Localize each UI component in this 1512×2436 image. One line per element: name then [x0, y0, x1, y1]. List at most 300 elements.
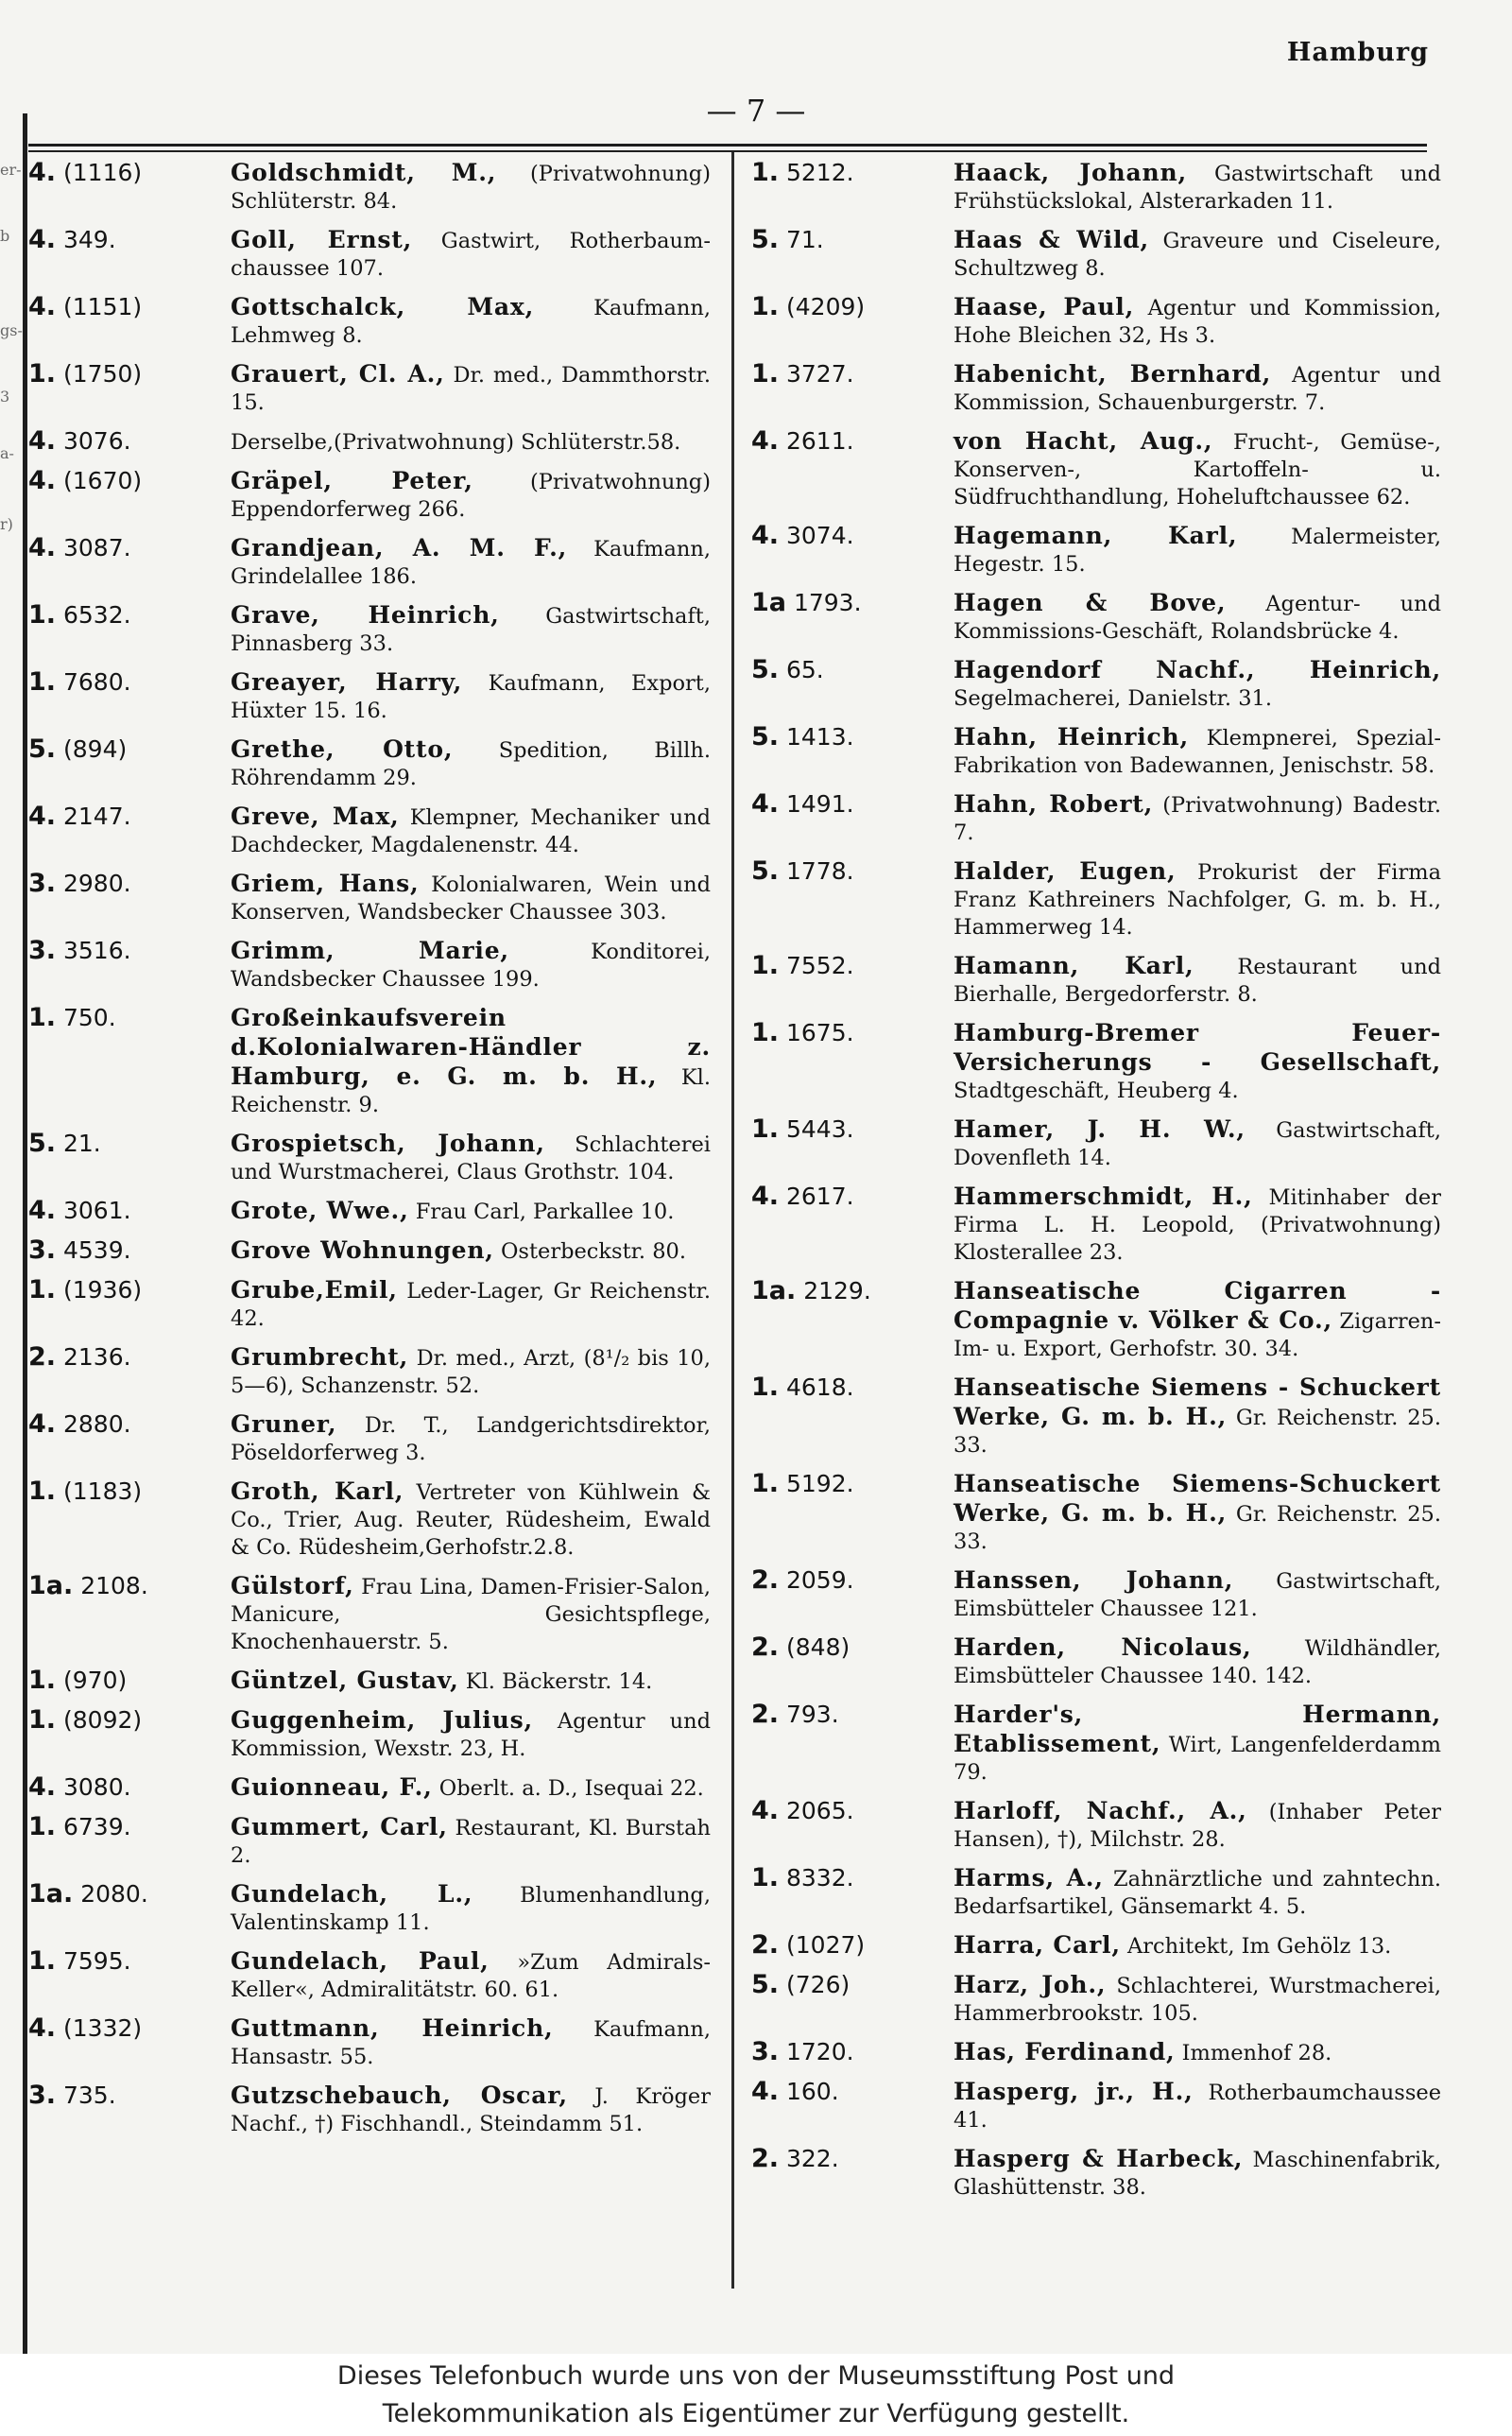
subscriber-details: (Inhaber Peter Hansen), †), Milchstr. 28. — [954, 1800, 1441, 1852]
directory-entry — [28, 1572, 711, 1656]
line-number: 6739. — [63, 1813, 131, 1840]
directory-entry — [751, 857, 1441, 942]
exchange-code: 4. — [28, 1772, 57, 1802]
line-number: (8092) — [63, 1706, 143, 1734]
subscriber-details: Stadtgeschäft, Heuberg 4. — [954, 1079, 1239, 1103]
line-number: 2880. — [63, 1410, 131, 1438]
subscriber-name: Hamburg-Bremer Feuer-Versicherungs - Gesellschaft, — [954, 1019, 1441, 1076]
subscriber-details: Gastwirtschaft, Pinnasberg 33. — [231, 604, 711, 656]
exchange-code: 4. — [28, 292, 57, 321]
phone-number — [751, 1019, 950, 1046]
phone-number — [28, 1813, 227, 1840]
directory-entry — [751, 522, 1441, 579]
line-number: 793. — [786, 1701, 839, 1728]
line-number: 735. — [63, 2082, 116, 2109]
subscriber-name: Grauert, Cl. A., — [231, 360, 445, 388]
directory-entry — [28, 1236, 711, 1266]
subscriber-details: Dr. med., Arzt, (8¹/₂ bis 10, 5—6), Schanzenstr. 52. — [231, 1346, 711, 1398]
line-number: (1183) — [63, 1477, 143, 1505]
subscriber-details: Kaufmann, Grindelallee 186. — [231, 537, 711, 589]
directory-entry — [28, 1477, 711, 1562]
line-number: (848) — [786, 1633, 850, 1661]
subscriber-name: Gruner, — [231, 1410, 337, 1438]
line-number: (1027) — [786, 1931, 866, 1959]
exchange-code: 2. — [751, 1930, 780, 1960]
directory-entry — [28, 1773, 711, 1803]
line-number: 5212. — [786, 159, 854, 186]
subscriber-name: Hagendorf Nachf., Heinrich, — [954, 656, 1441, 683]
exchange-code: 4. — [28, 225, 57, 254]
phone-number — [751, 952, 950, 979]
subscriber-details: Osterbeckstr. 80. — [500, 1239, 687, 1264]
line-number: 349. — [63, 226, 116, 253]
directory-entry — [28, 2014, 711, 2071]
subscriber-name: Grospietsch, Johann, — [231, 1130, 545, 1157]
directory-entry — [28, 1667, 711, 1696]
subscriber-details: Agentur und Kommission, Wexstr. 23, H. — [231, 1709, 711, 1761]
left-margin-rule — [23, 113, 27, 2354]
subscriber-name: Hagen & Bove, — [954, 589, 1227, 616]
line-number: 3074. — [786, 522, 854, 549]
phone-number — [28, 1477, 227, 1505]
line-number: (1116) — [63, 159, 143, 186]
footer-line-1: Dieses Telefonbuch wurde uns von der Museumsstiftung Post und — [336, 2361, 1176, 2391]
subscriber-details: Gastwirtschaft, Eimsbütteler Chaussee 121. — [954, 1569, 1441, 1621]
exchange-code: 5. — [751, 1970, 780, 1999]
subscriber-name: Griem, Hans, — [231, 870, 420, 897]
subscriber-name: Grumbrecht, — [231, 1343, 409, 1371]
exchange-code: 1. — [751, 1863, 780, 1892]
exchange-code: 4. — [751, 789, 780, 819]
subscriber-name: Harloff, Nachf., A., — [954, 1797, 1247, 1824]
phone-number — [751, 293, 950, 320]
exchange-code: 2. — [751, 1633, 780, 1662]
directory-entry — [28, 870, 711, 926]
subscriber-name: Hanseatische Siemens-Schuckert Werke, G. m. b. H., — [954, 1470, 1441, 1527]
directory-entry — [751, 2145, 1441, 2202]
exchange-code: 1. — [28, 1946, 57, 1976]
exchange-code: 1. — [28, 1705, 57, 1735]
directory-entry — [28, 159, 711, 216]
subscriber-name: Guggenheim, Julius, — [231, 1706, 533, 1734]
exchange-code: 4. — [28, 1196, 57, 1225]
subscriber-name: Grave, Heinrich, — [231, 601, 500, 629]
line-number: 2129. — [803, 1277, 871, 1304]
exchange-code: 5. — [28, 734, 57, 764]
directory-entry — [28, 1706, 711, 1763]
line-number: 6532. — [63, 601, 131, 629]
subscriber-name: Hahn, Heinrich, — [954, 723, 1190, 751]
phone-number — [28, 1410, 227, 1438]
phone-number — [28, 1236, 227, 1264]
subscriber-name: Güntzel, Gustav, — [231, 1667, 459, 1694]
exchange-code: 4. — [28, 533, 57, 562]
directory-entry — [28, 1004, 711, 1119]
subscriber-details: »Zum Admirals-Keller«, Admiralitätstr. 60. 61. — [231, 1950, 712, 2002]
directory-entry — [751, 1183, 1441, 1267]
directory-entry — [28, 1410, 711, 1467]
subscriber-name: Hanseatische Siemens - Schuckert Werke, G. m. b. H., — [954, 1373, 1441, 1430]
header-place: Hamburg — [1286, 38, 1429, 67]
phone-number — [28, 601, 227, 629]
phone-number — [28, 2082, 227, 2109]
subscriber-name: Hasperg, jr., H., — [954, 2078, 1194, 2105]
line-number: 7680. — [63, 668, 131, 696]
line-number: (894) — [63, 735, 128, 763]
directory-entry — [751, 1931, 1441, 1961]
subscriber-name: Gottschalck, Max, — [231, 293, 535, 320]
line-number: 2617. — [786, 1183, 854, 1210]
line-number: 3080. — [63, 1773, 131, 1801]
subscriber-details: Gr. Reichenstr. 25. 33. — [954, 1502, 1441, 1554]
subscriber-details: Prokurist der Firma Franz Kathreiners Nachfolger, G. m. b. H., Hammerweg 14. — [954, 860, 1441, 940]
subscriber-details: Kl. Bäckerstr. 14. — [465, 1669, 653, 1694]
exchange-code: 1. — [28, 1275, 57, 1304]
phone-number — [751, 1470, 950, 1497]
exchange-code: 4. — [751, 1182, 780, 1211]
phone-number — [28, 668, 227, 696]
subscriber-name: Gundelach, L., — [231, 1880, 473, 1908]
directory-entry — [751, 2078, 1441, 2134]
subscriber-details: Restaurant und Bierhalle, Bergedorferstr. 8. — [954, 955, 1442, 1007]
left-column — [28, 159, 711, 2149]
line-number: 2136. — [63, 1343, 131, 1371]
line-number: 3516. — [63, 937, 131, 964]
subscriber-details: Gastwirt, Rotherbaum-chaussee 107. — [231, 229, 711, 281]
line-number: 3727. — [786, 360, 854, 388]
line-number: 160. — [786, 2078, 839, 2105]
subscriber-details: Agentur und Kommission, Schauenburgerstr. 7. — [954, 363, 1441, 415]
exchange-code: 2. — [751, 1565, 780, 1595]
exchange-code: 4. — [751, 1796, 780, 1825]
left-edge-fragments — [0, 161, 23, 1106]
phone-number — [28, 870, 227, 897]
phone-number — [28, 534, 227, 561]
phone-number — [28, 937, 227, 964]
line-number: 5192. — [786, 1470, 854, 1497]
phone-number — [751, 1931, 950, 1959]
line-number: 1793. — [793, 589, 862, 616]
line-number: 2065. — [786, 1797, 854, 1824]
phone-number — [751, 522, 950, 549]
subscriber-name: Haack, Johann, — [954, 159, 1187, 186]
subscriber-name: Hanseatische Cigarren - Compagnie v. Völker & Co., — [954, 1277, 1441, 1334]
directory-entry — [28, 1276, 711, 1333]
subscriber-details: Kaufmann, Hansastr. 55. — [231, 2017, 711, 2069]
subscriber-details: (Privatwohnung) Badestr. 7. — [954, 793, 1441, 845]
directory-entry — [751, 1971, 1441, 2028]
subscriber-name: Hamer, J. H. W., — [954, 1115, 1246, 1143]
subscriber-name: Gräpel, Peter, — [231, 467, 473, 494]
right-column — [751, 159, 1441, 2212]
line-number: 65. — [786, 656, 824, 683]
phone-number — [28, 159, 227, 186]
subscriber-details: Oberlt. a. D., Isequai 22. — [438, 1776, 704, 1801]
subscriber-details: Agentur und Kommission, Hohe Bleichen 32, Hs 3. — [954, 296, 1441, 348]
directory-entry — [28, 937, 711, 993]
exchange-code: 3. — [28, 1235, 57, 1265]
subscriber-name: Hamann, Karl, — [954, 952, 1194, 979]
directory-entry — [28, 427, 711, 457]
subscriber-details: Frau Lina, Damen-Frisier-Salon, Manicure, Gesichtspflege, Knochenhauerstr. 5. — [231, 1575, 711, 1654]
directory-entry — [751, 226, 1441, 283]
subscriber-details: Graveure und Ciseleure, Schultzweg 8. — [954, 229, 1441, 281]
line-number: 7595. — [63, 1947, 131, 1975]
line-number: (1670) — [63, 467, 143, 494]
edge-fragment: r) — [0, 515, 13, 533]
phone-number — [28, 1004, 227, 1031]
line-number: 3061. — [63, 1197, 131, 1224]
phone-number — [751, 790, 950, 818]
line-number: 2147. — [63, 803, 131, 830]
directory-entry — [751, 1633, 1441, 1690]
exchange-code: 5. — [751, 722, 780, 752]
subscriber-name: Harder's, Hermann, Etablissement, — [954, 1701, 1441, 1757]
directory-entry — [28, 601, 711, 658]
exchange-code: 4. — [28, 802, 57, 831]
exchange-code: 5. — [751, 225, 780, 254]
directory-entry — [28, 1197, 711, 1226]
phone-number — [751, 1115, 950, 1143]
exchange-code: 1. — [28, 1812, 57, 1841]
subscriber-name: Goll, Ernst, — [231, 226, 413, 253]
subscriber-name: Gundelach, Paul, — [231, 1947, 490, 1975]
directory-entry — [751, 589, 1441, 646]
exchange-code: 4. — [751, 426, 780, 456]
subscriber-details: Schlachterei, Wurstmacherei, Hammerbrookstr. 105. — [954, 1974, 1442, 2026]
directory-entry — [751, 790, 1441, 847]
subscriber-details: Gr. Reichenstr. 25. 33. — [954, 1406, 1441, 1458]
subscriber-details: Architekt, Im Gehölz 13. — [1127, 1934, 1392, 1959]
phone-number — [28, 1130, 227, 1157]
phone-number — [751, 360, 950, 388]
column-divider — [731, 152, 734, 2289]
subscriber-details: Mitinhaber der Firma L. H. Leopold, (Privatwohnung) Klosterallee 23. — [954, 1185, 1441, 1265]
subscriber-name: Haase, Paul, — [954, 293, 1135, 320]
subscriber-name: Greayer, Harry, — [231, 668, 463, 696]
line-number: 2059. — [786, 1566, 854, 1594]
subscriber-details: Kl. Reichenstr. 9. — [231, 1065, 711, 1117]
directory-entry — [751, 1373, 1441, 1460]
edge-fragment: b — [0, 227, 10, 245]
directory-entry — [28, 1813, 711, 1870]
subscriber-details: Malermeister, Hegestr. 15. — [954, 525, 1442, 577]
directory-entry — [28, 467, 711, 524]
exchange-code: 1a — [751, 588, 787, 617]
directory-entry — [751, 293, 1441, 350]
subscriber-details: Kolonialwaren, Wein und Konserven, Wandsbecker Chaussee 303. — [231, 872, 711, 924]
line-number: 1491. — [786, 790, 854, 818]
phone-number — [751, 159, 950, 186]
phone-number — [28, 1667, 227, 1694]
phone-number — [751, 427, 950, 455]
line-number: 750. — [63, 1004, 116, 1031]
subscriber-details: Rotherbaumchaussee 41. — [954, 2081, 1442, 2133]
phone-number — [751, 1277, 950, 1304]
phone-number — [28, 1947, 227, 1975]
subscriber-name: Hammerschmidt, H., — [954, 1183, 1253, 1210]
exchange-code: 4. — [751, 2077, 780, 2106]
directory-entry — [751, 1019, 1441, 1105]
phone-number — [751, 2145, 950, 2172]
subscriber-details: Klempnerei, Spezial-Fabrikation von Badewannen, Jenischstr. 58. — [954, 726, 1441, 778]
phone-number — [751, 2078, 950, 2105]
subscriber-name: Greve, Max, — [231, 803, 400, 830]
subscriber-details: Wildhändler, Eimsbütteler Chaussee 140. 142. — [954, 1636, 1441, 1688]
phone-number — [28, 467, 227, 494]
phone-number — [751, 1701, 950, 1728]
subscriber-details: Leder-Lager, Gr Reichenstr. 42. — [231, 1279, 711, 1331]
line-number: (1750) — [63, 360, 143, 388]
subscriber-name: Großeinkaufsverein d.Kolonialwaren-Händler z. Hamburg, e. G. m. b. H., — [231, 1004, 711, 1090]
directory-entry — [28, 668, 711, 725]
exchange-code: 1. — [751, 158, 780, 187]
directory-entry — [28, 2082, 711, 2138]
directory-entry — [28, 226, 711, 283]
exchange-code: 4. — [28, 466, 57, 495]
subscriber-name: Guttmann, Heinrich, — [231, 2014, 554, 2042]
directory-entry — [28, 360, 711, 417]
exchange-code: 1. — [751, 1373, 780, 1402]
phone-number — [28, 1880, 227, 1908]
directory-entry — [751, 1115, 1441, 1172]
subscriber-details: Gastwirtschaft und Frühstückslokal, Alsterarkaden 11. — [954, 162, 1441, 214]
phone-number — [28, 1773, 227, 1801]
phone-number — [28, 1197, 227, 1224]
exchange-code: 1a. — [751, 1276, 797, 1305]
exchange-code: 3. — [28, 2081, 57, 2110]
subscriber-details: Maschinenfabrik, Glashüttenstr. 38. — [954, 2148, 1442, 2200]
subscriber-name: Groth, Karl, — [231, 1477, 404, 1505]
exchange-code: 1. — [28, 1666, 57, 1695]
directory-entry — [28, 735, 711, 792]
subscriber-name: Harz, Joh., — [954, 1971, 1107, 1998]
line-number: 2108. — [80, 1572, 148, 1599]
subscriber-details: Kaufmann, Export, Hüxter 15. 16. — [231, 671, 711, 723]
subscriber-details: Gastwirtschaft, Dovenfleth 14. — [954, 1118, 1441, 1170]
directory-entry — [751, 1566, 1441, 1623]
line-number: 322. — [786, 2145, 839, 2172]
exchange-code: 1. — [28, 600, 57, 630]
exchange-code: 2. — [751, 1700, 780, 1729]
exchange-code: 3. — [751, 2037, 780, 2066]
phone-number — [28, 1276, 227, 1304]
directory-entry — [28, 1880, 711, 1937]
subscriber-details: Blumenhandlung, Valentinskamp 11. — [231, 1883, 711, 1935]
subscriber-details: J. Kröger Nachf., †) Fischhandl., Steindamm 51. — [231, 2084, 711, 2136]
subscriber-name: Hagemann, Karl, — [954, 522, 1238, 549]
phone-number — [751, 1864, 950, 1892]
phone-number — [751, 1797, 950, 1824]
line-number: (1936) — [63, 1276, 143, 1304]
exchange-code: 3. — [28, 936, 57, 965]
phone-number — [751, 1373, 950, 1401]
line-number: 4539. — [63, 1236, 131, 1264]
directory-entry — [28, 1130, 711, 1186]
subscriber-name: Harra, Carl, — [954, 1931, 1121, 1959]
phone-number — [751, 589, 950, 616]
subscriber-name: Guionneau, F., — [231, 1773, 433, 1801]
exchange-code: 1. — [28, 1003, 57, 1032]
directory-entry — [751, 1701, 1441, 1787]
subscriber-details: Agentur- und Kommissions-Geschäft, Rolandsbrücke 4. — [954, 592, 1441, 644]
subscriber-details: Restaurant, Kl. Burstah 2. — [231, 1816, 712, 1868]
directory-entry — [751, 723, 1441, 780]
phone-number — [28, 293, 227, 320]
edge-fragment: gs- — [0, 321, 23, 339]
edge-fragment: 3 — [0, 388, 10, 406]
subscriber-details: Kaufmann, Lehmweg 8. — [231, 296, 712, 348]
phone-number — [28, 2014, 227, 2042]
footer-notice — [0, 2354, 1512, 2436]
line-number: (1332) — [63, 2014, 143, 2042]
directory-entry — [751, 360, 1441, 417]
exchange-code: 2. — [28, 1342, 57, 1372]
subscriber-name: Hasperg & Harbeck, — [954, 2145, 1244, 2172]
subscriber-name: Grandjean, A. M. F., — [231, 534, 568, 561]
directory-entry — [28, 1343, 711, 1400]
phone-number — [751, 1633, 950, 1661]
page-number: — 7 — — [706, 93, 806, 129]
exchange-code: 1. — [751, 1469, 780, 1498]
footer-line-2: Telekommunikation als Eigentümer zur Verfügung gestellt. — [382, 2399, 1130, 2428]
directory-entry — [751, 1470, 1441, 1556]
directory-entry — [28, 803, 711, 859]
line-number: (4209) — [786, 293, 866, 320]
directory-entry — [751, 2038, 1441, 2067]
subscriber-name: von Hacht, Aug., — [954, 427, 1213, 455]
exchange-code: 1. — [751, 359, 780, 389]
line-number: 1675. — [786, 1019, 854, 1046]
directory-entry — [751, 427, 1441, 511]
exchange-code: 1. — [751, 1114, 780, 1144]
subscriber-name: Has, Ferdinand, — [954, 2038, 1176, 2065]
phone-number — [28, 803, 227, 830]
subscriber-name: Halder, Eugen, — [954, 857, 1177, 885]
subscriber-details: Konditorei, Wandsbecker Chaussee 199. — [231, 940, 711, 992]
phone-number — [751, 857, 950, 885]
line-number: 21. — [63, 1130, 101, 1157]
phone-number — [28, 226, 227, 253]
line-number: 3076. — [63, 427, 131, 455]
header-rule-thin — [28, 150, 1427, 152]
subscriber-details: Wirt, Langenfelderdamm 79. — [954, 1733, 1441, 1785]
subscriber-name: Hanssen, Johann, — [954, 1566, 1234, 1594]
subscriber-details: (Privatwohnung) Eppendorferweg 266. — [231, 470, 711, 522]
subscriber-details: Dr. T., Landgerichtsdirektor, Pöseldorferweg 3. — [231, 1413, 711, 1465]
exchange-code: 1a. — [28, 1879, 74, 1909]
exchange-code: 2. — [751, 2144, 780, 2173]
phone-number — [751, 1183, 950, 1210]
subscriber-name: Gutzschebauch, Oscar, — [231, 2082, 568, 2109]
directory-entry — [751, 1277, 1441, 1363]
subscriber-name: Hahn, Robert, — [954, 790, 1154, 818]
exchange-code: 4. — [28, 1409, 57, 1439]
edge-fragment: er- — [0, 161, 22, 179]
exchange-code: 5. — [751, 655, 780, 684]
directory-entry — [751, 656, 1441, 713]
subscriber-name: Haas & Wild, — [954, 226, 1150, 253]
line-number: (970) — [63, 1667, 128, 1694]
phone-number — [28, 1343, 227, 1371]
subscriber-details: Zahnärztliche und zahntechn. Bedarfsartikel, Gänsemarkt 4. 5. — [954, 1867, 1441, 1919]
subscriber-name: Grube,Emil, — [231, 1276, 398, 1304]
exchange-code: 5. — [751, 856, 780, 886]
subscriber-name: Habenicht, Bernhard, — [954, 360, 1272, 388]
subscriber-details: Dr. med., Dammthorstr. 15. — [231, 363, 711, 415]
phone-number — [751, 2038, 950, 2065]
subscriber-name: Grimm, Marie, — [231, 937, 509, 964]
